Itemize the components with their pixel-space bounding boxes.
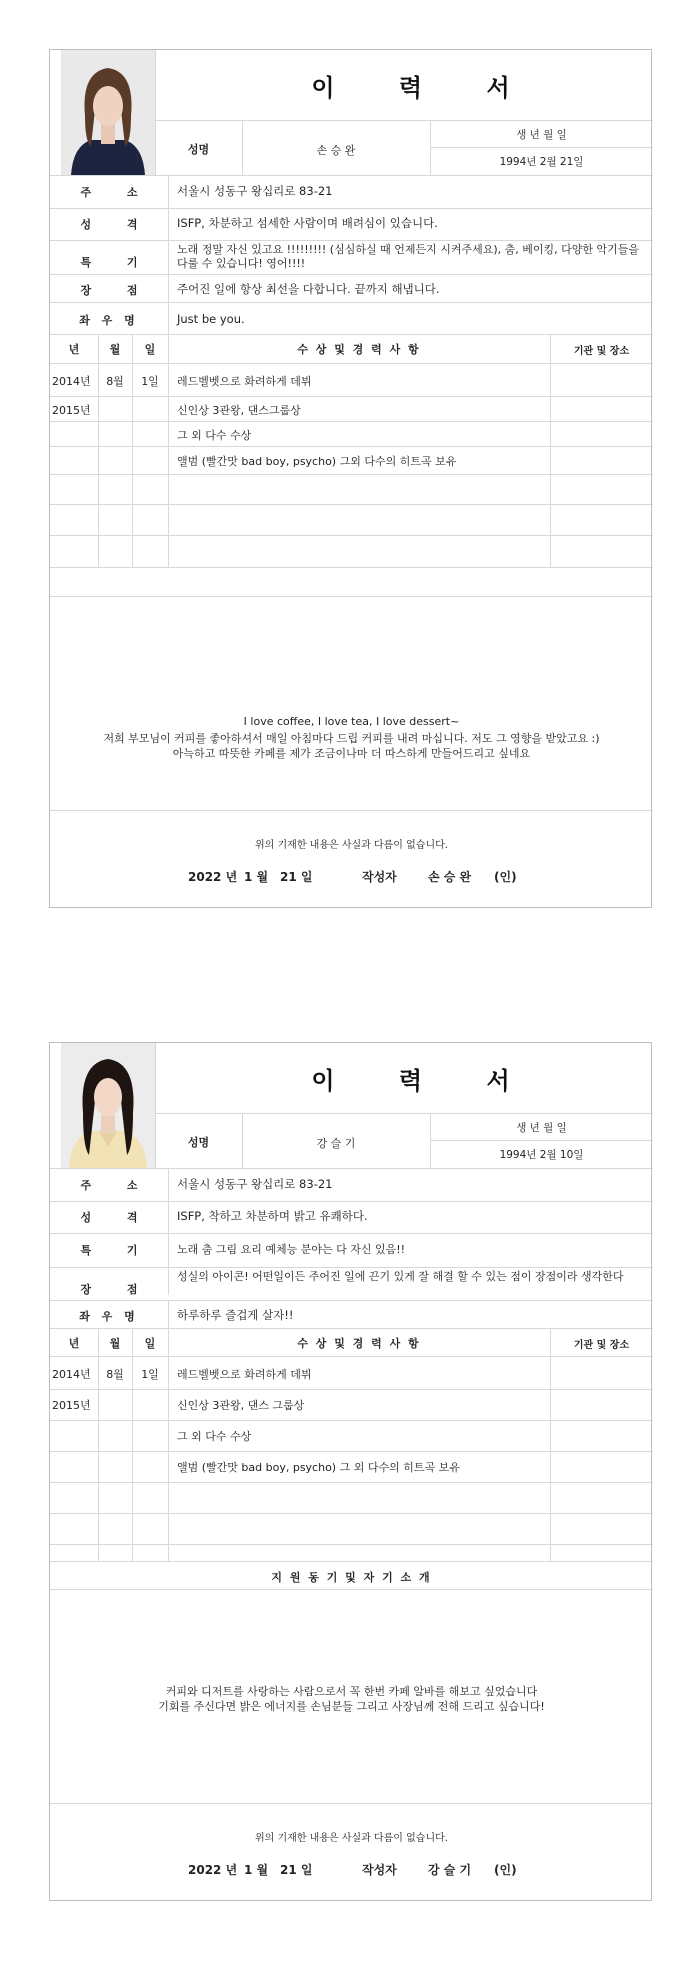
history-desc: 레드벨벳으로 화려하게 데뷔	[177, 375, 312, 388]
history-year-header: 년	[68, 343, 80, 356]
sign-month: 1 월	[244, 870, 269, 884]
history-day: 1일	[141, 1368, 159, 1381]
strength-value: 주어진 일에 항상 최선을 다합니다. 끝까지 해냅니다.	[177, 282, 440, 296]
writer-label: 작성자	[362, 1863, 397, 1877]
history-day: 1일	[141, 375, 159, 388]
history-year: 2014년	[52, 1368, 91, 1381]
history-desc-header: 수 상 및 경 력 사 항	[297, 343, 421, 356]
name-label: 성명	[187, 1136, 210, 1149]
name-value: 강 슬 기	[316, 1137, 356, 1150]
history-desc: 신인상 3관왕, 댄스 그룹상	[177, 1399, 305, 1412]
document-title: 이 력 서	[311, 1067, 538, 1095]
history-month-header: 월	[109, 343, 121, 356]
skills-label: 특 기	[80, 1244, 154, 1257]
history-year: 2014년	[52, 375, 91, 388]
history-desc-header: 수 상 및 경 력 사 항	[297, 1337, 421, 1350]
declaration-text: 위의 기재한 내용은 사실과 다름이 없습니다.	[255, 840, 448, 851]
history-year: 2015년	[52, 404, 91, 417]
sign-month: 1 월	[244, 1863, 269, 1877]
profile-photo	[61, 1043, 155, 1168]
motto-label: 좌 우 명	[79, 1310, 139, 1323]
address-value: 서울시 성동구 왕십리로 83-21	[177, 184, 333, 198]
seal-mark: (인)	[494, 870, 517, 884]
personality-value: ISFP, 착하고 차분하며 밝고 유쾌하다.	[177, 1209, 368, 1223]
history-month: 8월	[106, 375, 124, 388]
motivation-line: I love coffee, I love tea, I love dessert~	[243, 715, 460, 728]
history-day-header: 일	[144, 1337, 156, 1350]
profile-photo	[61, 50, 155, 175]
strength-value: 성실의 아이콘! 어떤일이든 주어진 일에 끈기 있게 잘 해결 할 수 있는 점이 장점이라 생각한다	[177, 1270, 624, 1283]
dob-label: 생 년 월 일	[516, 1122, 567, 1134]
resume-form-1	[49, 49, 652, 908]
motto-label: 좌 우 명	[79, 314, 139, 327]
name-label: 성명	[187, 143, 210, 156]
sign-day: 21 일	[280, 1863, 313, 1877]
strength-label: 장 점	[80, 284, 154, 297]
motivation-line: 커피와 디저트를 사랑하는 사람으로서 꼭 한번 카페 알바를 해보고 싶었습니다	[165, 1685, 538, 1698]
personality-value: ISFP, 차분하고 섬세한 사람이며 배려심이 있습니다.	[177, 216, 438, 230]
skills-label: 특 기	[80, 256, 154, 269]
skills-value: 노래 춤 그림 요리 예체능 분야는 다 자신 있음!!	[177, 1243, 406, 1256]
history-desc: 앨범 (빨간맛 bad boy, psycho) 그 외 다수의 히트곡 보유	[177, 1461, 460, 1474]
address-label: 주 소	[80, 1179, 154, 1192]
dob-value: 1994년 2월 21일	[499, 156, 584, 168]
motivation-line: 저희 부모님이 커피를 좋아하셔서 매일 아침마다 드립 커피를 내려 마십니다. 저도 그 영향을 받았고요 :)	[103, 732, 600, 745]
history-desc: 레드벨벳으로 화려하게 데뷔	[177, 1368, 312, 1381]
motto-value: Just be you.	[177, 312, 245, 326]
document-title: 이 력 서	[311, 74, 538, 102]
motivation-line: 아늑하고 따뜻한 카페를 제가 조금이나마 더 따스하게 만들어드리고 싶네요	[172, 747, 531, 760]
name-value: 손 승 완	[316, 144, 356, 157]
history-month: 8월	[106, 1368, 124, 1381]
writer-name: 강 슬 기	[428, 1863, 472, 1877]
writer-label: 작성자	[362, 870, 397, 884]
address-value: 서울시 성동구 왕십리로 83-21	[177, 1177, 333, 1191]
dob-label: 생 년 월 일	[516, 129, 567, 141]
motivation-header: 지 원 동 기 및 자 기 소 개	[271, 1571, 432, 1584]
personality-label: 성 격	[80, 1211, 154, 1224]
motivation-line: 기회를 주신다면 밝은 에너지를 손님분들 그리고 사장님께 전해 드리고 싶습니다!	[158, 1700, 545, 1713]
sign-day: 21 일	[280, 870, 313, 884]
motto-value: 하루하루 즐겁게 살자!!	[177, 1308, 294, 1322]
sign-year: 2022 년	[188, 870, 238, 884]
history-month-header: 월	[109, 1337, 121, 1350]
personality-label: 성 격	[80, 218, 154, 231]
address-label: 주 소	[80, 186, 154, 199]
writer-name: 손 승 완	[428, 870, 472, 884]
history-org-header: 기관 및 장소	[573, 1340, 630, 1351]
history-org-header: 기관 및 장소	[573, 346, 630, 357]
history-year: 2015년	[52, 1399, 91, 1412]
history-desc: 신인상 3관왕, 댄스그룹상	[177, 404, 301, 417]
seal-mark: (인)	[494, 1863, 517, 1877]
declaration-text: 위의 기재한 내용은 사실과 다름이 없습니다.	[255, 1833, 448, 1844]
history-desc: 앨범 (빨간맛 bad boy, psycho) 그외 다수의 히트곡 보유	[177, 455, 457, 468]
history-desc: 그 외 다수 수상	[177, 1430, 252, 1443]
skills-value: 노래 정말 자신 있고요 !!!!!!!!! (심심하실 때 언제든지 시켜주세요), 춤, 베이킹, 다양한 악기들을 다룰 수 있습니다! 영어!!!!	[177, 243, 639, 270]
dob-value: 1994년 2월 10일	[499, 1149, 584, 1161]
resume-form-2	[49, 1042, 652, 1901]
history-year-header: 년	[68, 1337, 80, 1350]
history-desc: 그 외 다수 수상	[177, 429, 252, 442]
strength-label: 장 점	[80, 1283, 154, 1296]
sign-year: 2022 년	[188, 1863, 238, 1877]
history-day-header: 일	[144, 343, 156, 356]
